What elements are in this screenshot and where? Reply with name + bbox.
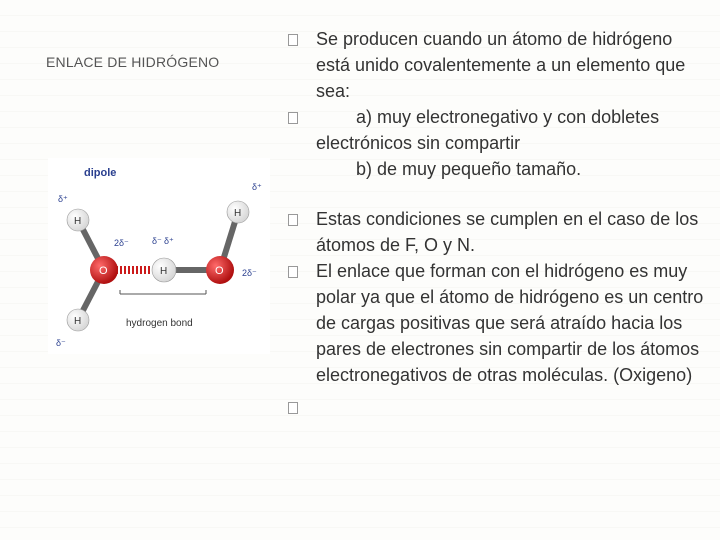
charge-bottom-left: δ⁻: [56, 338, 66, 348]
svg-text:H: H: [74, 216, 82, 227]
bullet-box-icon: [288, 402, 298, 414]
svg-text:O: O: [99, 265, 108, 277]
hydrogen-bond-label: hydrogen bond: [126, 318, 193, 329]
bullet-box-icon: [288, 112, 298, 124]
charge-top-right: δ⁺: [252, 182, 262, 192]
charge-center-minus: δ⁻: [152, 236, 162, 246]
dipole-label: dipole: [84, 167, 117, 179]
bullet-box-icon: [288, 214, 298, 226]
svg-text:H: H: [234, 208, 242, 219]
hydrogen-bond-diagram: [48, 158, 270, 354]
charge-o-left: 2δ⁻: [114, 238, 129, 248]
bullet-item: Se producen cuando un átomo de hidrógeno está unido covalentemente a un elemento que sea:: [288, 26, 708, 104]
bullet-list: [288, 26, 708, 394]
bullet-item: El enlace que forman con el hidrógeno es muy polar ya que el átomo de hidrógeno es un centro de cargas positivas que será atraído hacia los pares de electrones sin compartir de los átomos electronegativos de otras moléculas. (Oxigeno): [288, 258, 708, 388]
bullet-item: a) muy electronegativo y con dobletes electrónicos sin compartir: [288, 104, 708, 156]
charge-center-plus: δ⁺: [164, 236, 174, 246]
bullet-subitem: b) de muy pequeño tamaño.: [356, 159, 582, 179]
slide-title: ENLACE DE HIDRÓGENO: [46, 54, 220, 70]
svg-text:H: H: [74, 316, 82, 327]
bullet-box-icon: [288, 266, 298, 278]
charge-o-right: 2δ⁻: [242, 268, 257, 278]
svg-text:H: H: [160, 266, 168, 277]
svg-text:O: O: [215, 265, 224, 277]
charge-top-left: δ⁺: [58, 194, 68, 204]
bullet-item: Estas condiciones se cumplen en el caso de los átomos de F, O y N.: [288, 206, 708, 258]
bullet-box-icon: [288, 34, 298, 46]
